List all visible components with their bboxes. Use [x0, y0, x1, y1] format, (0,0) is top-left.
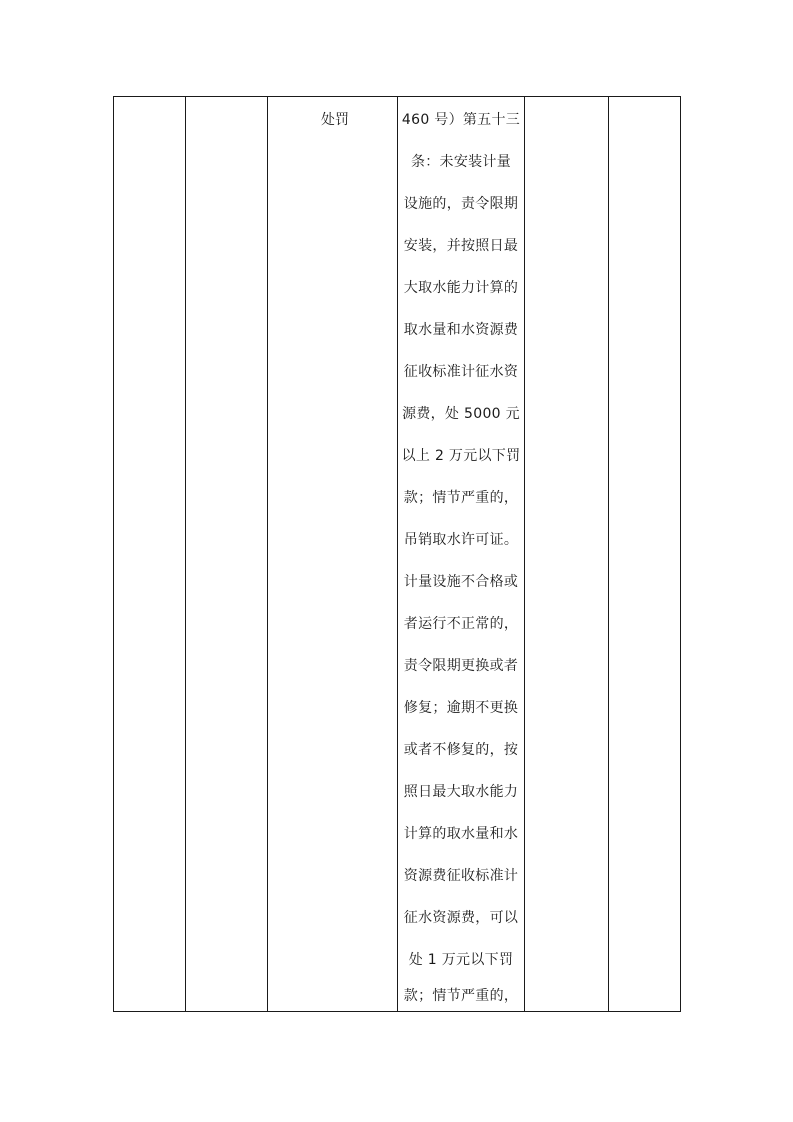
penalty-table [113, 96, 681, 1012]
legal-text-line: 460 号）第五十三 [401, 112, 521, 128]
legal-text-line: 取水量和水资源费 [403, 322, 519, 338]
legal-text-line: 吊销取水许可证。 [403, 532, 519, 548]
penalty-type-cell: 处罚 [321, 112, 349, 128]
legal-text-line: 安装，并按照日最 [403, 238, 519, 254]
column-divider-1 [185, 97, 186, 1011]
legal-text-line: 计算的取水量和水 [403, 826, 519, 842]
legal-text-line: 征收标准计征水资 [403, 364, 519, 380]
legal-text-line: 款；情节严重的， [403, 490, 519, 506]
legal-text-line: 以上 2 万元以下罚 [401, 448, 521, 464]
legal-text-line: 处 1 万元以下罚 [408, 952, 514, 968]
legal-text-line: 设施的，责令限期 [403, 196, 519, 212]
legal-text-line: 修复；逾期不更换 [403, 700, 519, 716]
legal-text-line: 者运行不正常的， [403, 616, 519, 632]
legal-text-line: 或者不修复的，按 [403, 742, 519, 758]
legal-text-line: 源费，处 5000 元 [402, 406, 520, 422]
column-divider-2 [267, 97, 268, 1011]
legal-text-line: 条：未安装计量 [410, 154, 512, 170]
legal-basis-cell [398, 97, 524, 1011]
legal-text-line: 征水资源费，可以 [403, 910, 519, 926]
legal-text-line: 大取水能力计算的 [403, 280, 519, 296]
column-divider-5 [608, 97, 609, 1011]
legal-text-line: 照日最大取水能力 [403, 784, 519, 800]
legal-text-line: 资源费征收标准计 [403, 868, 519, 884]
legal-text-line: 计量设施不合格或 [403, 574, 519, 590]
column-divider-4 [524, 97, 525, 1011]
legal-text-line: 责令限期更换或者 [403, 658, 519, 674]
legal-text-line: 款；情节严重的， [403, 988, 519, 1004]
